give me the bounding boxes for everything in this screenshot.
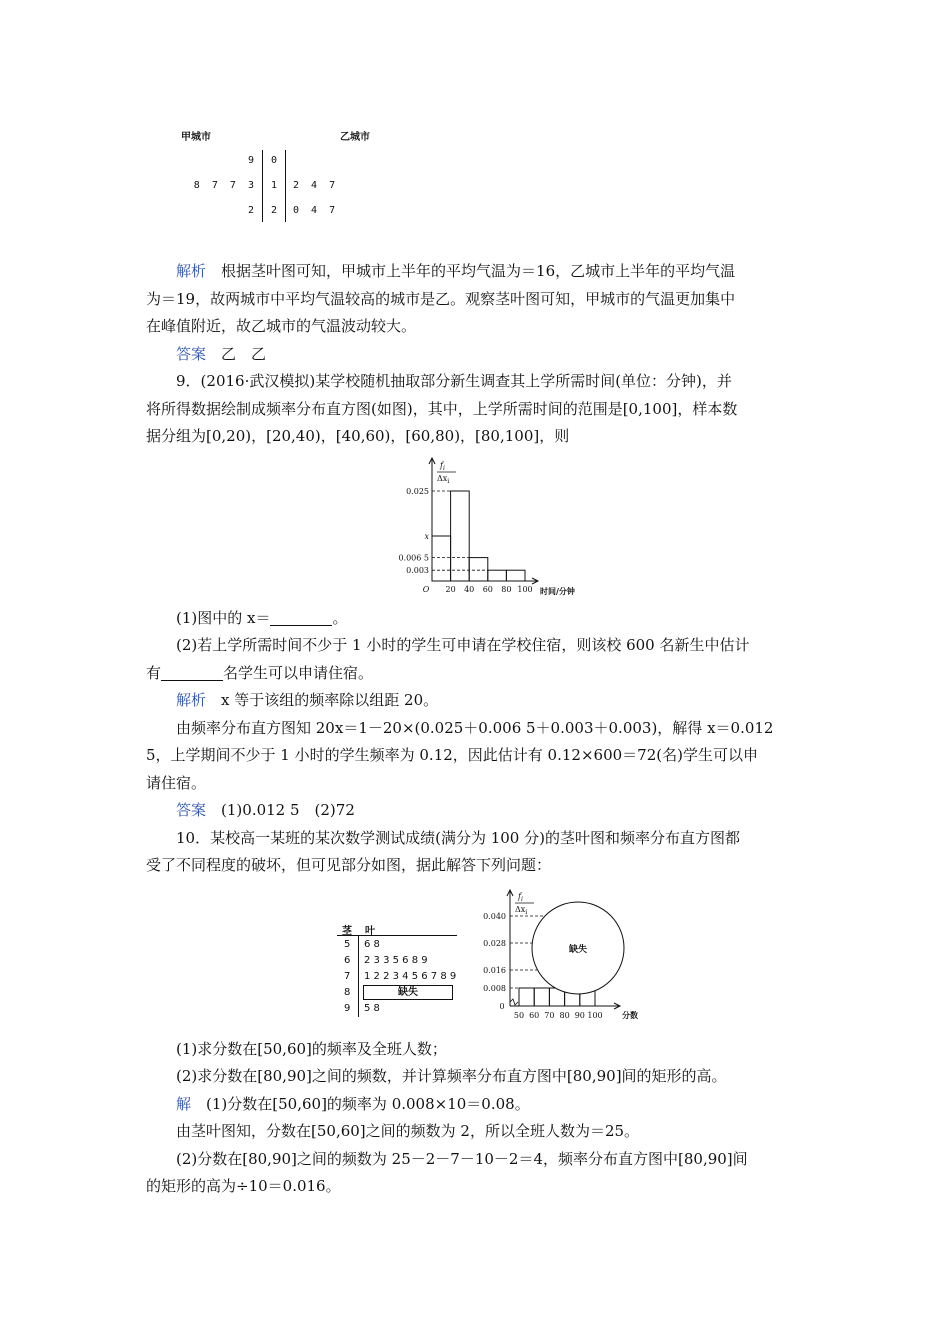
q9-sub1-line — [146, 605, 806, 632]
analysis-text: x 等于该组的频率除以组距 20。 — [221, 691, 439, 709]
histogram-bar — [432, 536, 451, 581]
y-tick-label: x — [424, 532, 429, 541]
blank-line — [161, 664, 223, 681]
solution-text: (1)分数在[50,60]的频率为 0.008×10＝0.08。 — [206, 1095, 530, 1113]
x-axis-title: 分数 — [622, 1010, 638, 1020]
stem-cell: 8 — [344, 987, 351, 998]
histogram-bar — [451, 491, 470, 581]
q10-solution-line: 的矩形的高为÷10＝0.016。 — [146, 1177, 341, 1195]
y-tick-label: 0.016 — [483, 966, 506, 975]
q9-sub2-text: 有 — [146, 664, 162, 682]
q10-stem-line: 10．某校高一某班的某次数学测试成绩(满分为 100 分)的茎叶图和频率分布直方图都 — [176, 829, 740, 847]
stem-cell: 9 — [344, 1003, 351, 1014]
stemleaf-divider-right — [285, 150, 286, 222]
stemleaf-stem: 0 — [271, 155, 278, 166]
stemleaf-left-leaves: 2 — [247, 205, 254, 216]
x-tick-label: 90 — [574, 1011, 585, 1020]
q9-sub2-end: 名学生可以申请住宿。 — [223, 664, 374, 682]
q9-sub2-line — [146, 660, 806, 687]
answer-text: (1)0.012 5 (2)72 — [221, 801, 355, 819]
x-tick-label: 0 — [499, 1002, 505, 1011]
leaf-header: 叶 — [365, 926, 375, 937]
q9-stem-line: 据分组为[0,20)，[20,40)，[40,60)，[60,80)，[80,100]，则 — [146, 427, 570, 445]
stemleaf-left-leaves: 8 7 7 3 — [193, 180, 254, 191]
stemleaf-left-title: 甲城市 — [181, 132, 211, 143]
stemleaf-stem: 1 — [271, 180, 278, 191]
frequency-histogram-scores — [470, 888, 660, 1028]
q10-solution-line — [146, 1091, 806, 1118]
y-tick-label: 0.040 — [483, 912, 506, 921]
stemleaf-right-leaves: 0 4 7 — [293, 205, 336, 216]
y-axis-label-denominator: $\Delta x_i$ — [437, 474, 450, 485]
y-tick-label: 0.025 — [406, 487, 429, 496]
q9-calc-line: 5，上学期间不少于 1 小时的学生频率为 0.12，因此估计有 0.12×600＝72(名)学生可以申 — [146, 746, 758, 764]
q9-stem-line: 将所得数据绘制成频率分布直方图(如图)，其中，上学所需时间的范围是[0,100]，样本数 — [146, 400, 738, 418]
leaf-cell: 2 3 3 5 6 8 9 — [364, 955, 428, 966]
y-axis-label-numerator: $f_i$ — [518, 892, 523, 903]
leaf-cell: 6 8 — [364, 939, 380, 950]
q10-solution-line: (2)分数在[80,90]之间的频数为 25－2－7－10－2＝4，频率分布直方图中[80,90]间 — [176, 1150, 748, 1168]
stemleaf-divider-left — [262, 150, 263, 222]
x-tick-label: O — [422, 585, 430, 594]
x-tick-label: 50 — [513, 1011, 525, 1020]
x-tick-label: 70 — [544, 1011, 555, 1020]
answer-label: 答案 — [176, 345, 207, 363]
stemleaf-stem: 2 — [271, 205, 278, 216]
histogram-bar — [488, 570, 507, 581]
analysis-label: 解析 — [176, 262, 207, 280]
stem-cell: 7 — [344, 971, 351, 982]
x-tick-label: 100 — [517, 585, 533, 594]
q8-analysis-line: 在峰值附近，故乙城市的气温波动较大。 — [146, 317, 417, 335]
stem-leaf-table-scores — [337, 920, 457, 1020]
x-tick-label: 60 — [529, 1011, 540, 1020]
histogram-bar — [506, 570, 525, 581]
q9-answer-line — [146, 797, 806, 824]
frequency-histogram-commute — [388, 455, 608, 600]
histogram-bar — [534, 988, 549, 1006]
q10-solution-line: 由茎叶图知，分数在[50,60]之间的频数为 2，所以全班人数为＝25。 — [176, 1122, 640, 1140]
q8-analysis-line — [146, 258, 806, 285]
stem-cell: 6 — [344, 955, 351, 966]
y-tick-label: 0.008 — [483, 984, 506, 993]
q9-sub1-end: 。 — [332, 609, 348, 627]
q9-calc-line: 请住宿。 — [146, 774, 207, 792]
leaf-cell: 1 2 2 3 4 5 6 7 8 9 — [364, 971, 457, 982]
histogram-bar — [519, 988, 534, 1006]
q8-answer-line — [146, 341, 806, 368]
y-axis-label-denominator: $\Delta x_i$ — [515, 905, 528, 916]
x-tick-label: 60 — [482, 585, 493, 594]
q10-stem-line: 受了不同程度的破坏，但可见部分如图，据此解答下列问题： — [146, 856, 552, 874]
q9-sub1-text: (1)图中的 x＝ — [176, 609, 271, 627]
x-tick-label: 80 — [559, 1011, 570, 1020]
y-tick-label: 0.006 5 — [398, 553, 429, 563]
q10-sub2-line: (2)求分数在[80,90]之间的频数，并计算频率分布直方图中[80,90]间的矩形的高。 — [176, 1067, 727, 1085]
stemleaf-right-title: 乙城市 — [340, 132, 370, 143]
histogram-bar — [469, 558, 488, 581]
analysis-text: 根据茎叶图可知，甲城市上半年的平均气温为＝16，乙城市上半年的平均气温 — [221, 262, 736, 280]
q9-calc-line: 由频率分布直方图知 20x＝1－20×(0.025＋0.006 5＋0.003＋0.003)，解得 x＝0.012 — [176, 719, 774, 737]
q8-analysis-line: 为＝19，故两城市中平均气温较高的城市是乙。观察茎叶图可知，甲城市的气温更加集中 — [146, 290, 736, 308]
stemleaf-left-leaves: 9 — [247, 155, 254, 166]
stem-cell: 5 — [344, 939, 351, 950]
x-tick-label: 80 — [501, 585, 512, 594]
missing-label: 缺失 — [568, 945, 588, 955]
x-tick-label: 100 — [587, 1011, 603, 1020]
table-top-rule — [337, 935, 457, 936]
q9-stem-line: 9．(2016·武汉模拟)某学校随机抽取部分新生调查其上学所需时间(单位：分钟)，并 — [176, 372, 732, 390]
q10-sub1-line: (1)求分数在[50,60]的频率及全班人数； — [176, 1040, 447, 1058]
stemleaf-right-leaves: 2 4 7 — [293, 180, 336, 191]
y-axis-label-numerator: $f_i$ — [440, 461, 445, 472]
axis-break-mark — [510, 999, 518, 1005]
answer-text: 乙 乙 — [221, 345, 267, 363]
q9-analysis-line — [146, 687, 806, 714]
y-tick-label: 0.028 — [483, 939, 506, 948]
x-axis-title: 时间/分钟 — [540, 586, 575, 596]
leaf-cell: 5 8 — [364, 1003, 380, 1014]
q9-sub2-line: (2)若上学所需时间不少于 1 小时的学生可申请在学校住宿，则该校 600 名新生中估计 — [176, 636, 750, 654]
answer-label: 答案 — [176, 801, 207, 819]
table-divider — [358, 935, 359, 1017]
stem-header: 茎 — [342, 926, 352, 937]
x-tick-label: 20 — [445, 585, 456, 594]
x-tick-label: 40 — [464, 585, 475, 594]
analysis-label: 解析 — [176, 691, 207, 709]
y-tick-label: 0.003 — [406, 566, 429, 576]
solution-label: 解 — [176, 1095, 192, 1113]
blank-line — [270, 609, 332, 626]
missing-leaf-box: 缺失 — [363, 985, 453, 1000]
